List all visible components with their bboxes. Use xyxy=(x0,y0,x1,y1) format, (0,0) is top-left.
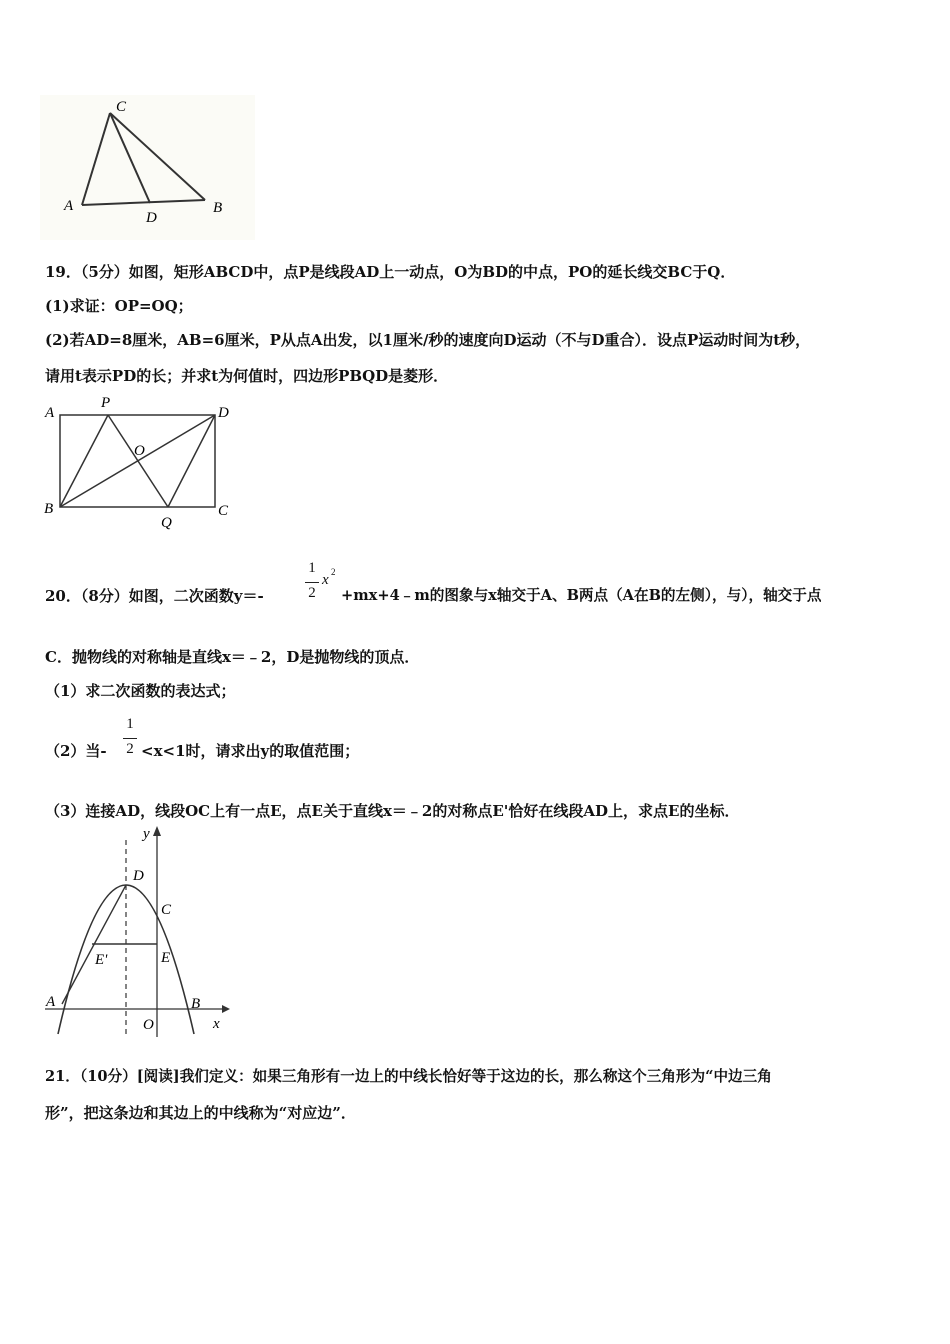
label-x: x xyxy=(213,1016,220,1032)
fraction2-numerator: 1 xyxy=(126,716,134,732)
label-P: P xyxy=(101,395,111,411)
q19-line2: (1)求证：OP=OQ； xyxy=(45,297,193,315)
label-B: B xyxy=(191,996,201,1012)
label-D: D xyxy=(146,210,157,226)
label-Q: Q xyxy=(161,515,172,531)
fraction-numerator: 1 xyxy=(308,560,316,576)
q20-line1-pre: 20．（8分）如图，二次函数y＝- xyxy=(45,587,264,605)
label-A: A xyxy=(64,198,74,214)
label-C: C xyxy=(161,902,172,918)
fraction2-bar xyxy=(123,738,137,739)
label-D: D xyxy=(133,868,144,884)
rectangle-figure xyxy=(40,395,240,535)
triangle-figure xyxy=(40,95,255,240)
label-E-prime: E' xyxy=(95,952,108,968)
label-O: O xyxy=(134,443,145,459)
parabola-figure xyxy=(40,822,240,1042)
label-E: E xyxy=(161,950,171,966)
label-C: C xyxy=(218,503,229,519)
fraction-bar xyxy=(305,582,319,583)
x-variable: x xyxy=(322,572,329,588)
label-B: B xyxy=(213,200,223,216)
q21-line2: 形”，把这条边和其边上的中线称为“对应边”． xyxy=(45,1104,356,1122)
q20-line4-post: <x<1时，请求出y的取值范围； xyxy=(141,742,360,760)
q19-line1: 19．（5分）如图，矩形ABCD中，点P是线段AD上一动点，O为BD的中点，PO的延长线交BC于Q． xyxy=(45,263,736,281)
label-D: D xyxy=(218,405,229,421)
q21-line1: 21．（10分）[阅读]我们定义：如果三角形有一边上的中线长恰好等于这边的长，那么称这个三角形为“中边三角 xyxy=(45,1068,772,1085)
q20-line4-pre: （2）当- xyxy=(45,742,107,760)
label-C: C xyxy=(116,99,127,115)
exponent: 2 xyxy=(331,567,336,577)
q20-line5: （3）连接AD，线段OC上有一点E，点E关于直线x＝﹣2的对称点E'恰好在线段AD上，求点E的坐标． xyxy=(45,802,740,820)
q20-line3: （1）求二次函数的表达式； xyxy=(45,682,236,700)
q20-line2: C．抛物线的对称轴是直线x＝﹣2，D是抛物线的顶点． xyxy=(45,648,420,666)
label-B: B xyxy=(44,501,54,517)
label-O: O xyxy=(143,1017,154,1033)
q20-line1-post: +mx+4﹣m的图象与x轴交于A、B两点（A在B的左侧），与），轴交于点 xyxy=(341,587,822,604)
label-y: y xyxy=(143,826,150,842)
fraction-denominator: 2 xyxy=(308,585,316,601)
fraction2-denominator: 2 xyxy=(126,741,134,757)
q19-line3: (2)若AD=8厘米，AB=6厘米，P从点A出发，以1厘米/秒的速度向D运动（不与D重合）．设点P运动时间为t秒， xyxy=(45,331,811,349)
q19-line4: 请用t表示PD的长；并求t为何值时，四边形PBQD是菱形． xyxy=(45,367,449,385)
label-A: A xyxy=(45,405,55,421)
label-A: A xyxy=(46,994,56,1010)
